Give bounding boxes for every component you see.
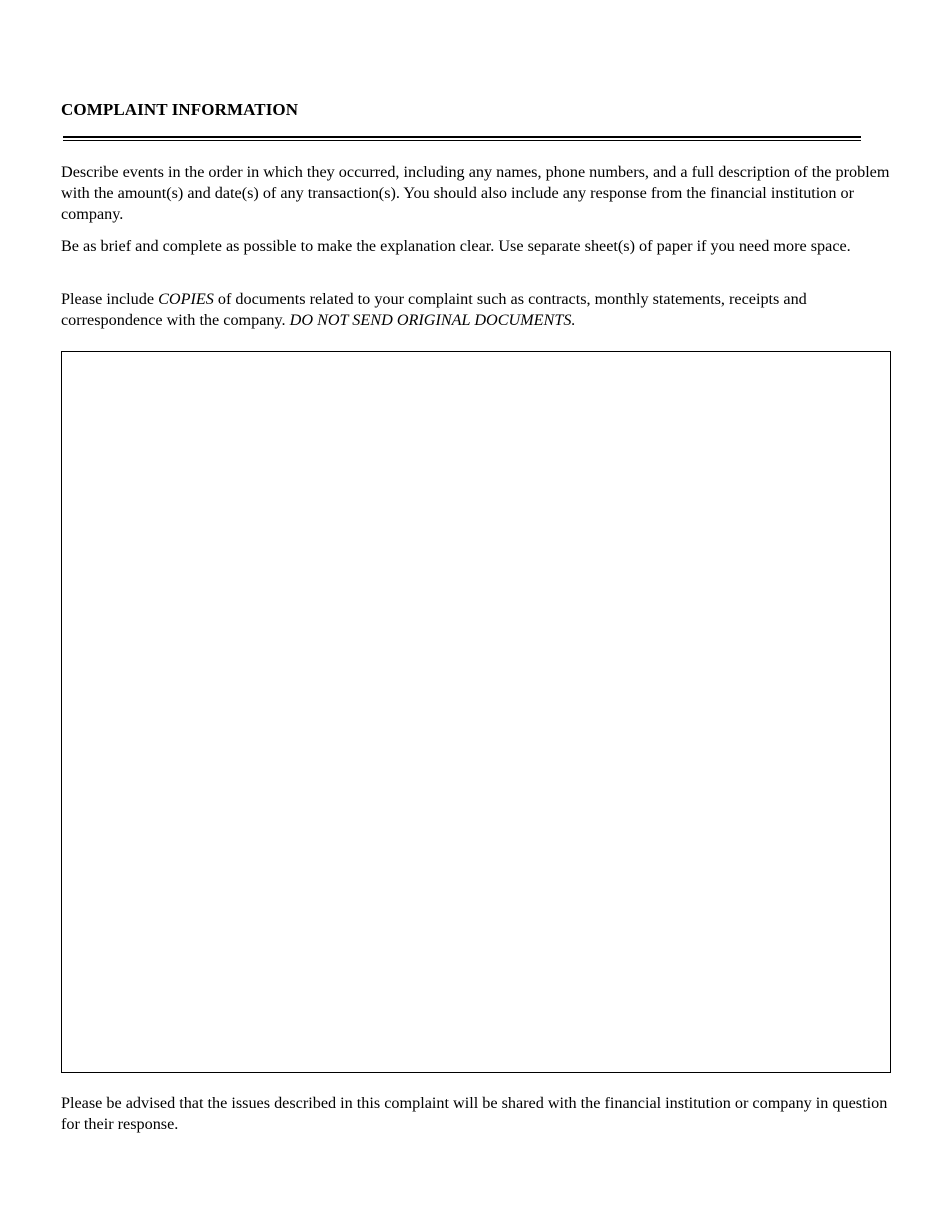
- complaint-form-page: [61, 0, 891, 1230]
- divider-thin-line: [63, 140, 861, 141]
- copies-emphasis: COPIES: [158, 290, 214, 308]
- divider-thick-line: [63, 136, 861, 138]
- section-title: COMPLAINT INFORMATION: [61, 100, 299, 119]
- original-documents-warning: DO NOT SEND ORIGINAL DOCUMENTS.: [289, 311, 576, 329]
- copies-text-start: Please include: [61, 290, 159, 308]
- sharing-notice: Please be advised that the issues described in this complaint will be shared with the financial institution or company in question for their response.: [61, 1094, 888, 1133]
- copies-text-middle: of documents related to your complaint such as contracts, monthly statements, receipts and correspondence with the company.: [61, 290, 807, 329]
- section-divider: [63, 136, 861, 141]
- instruction-paragraph-copies: [61, 289, 891, 331]
- instruction-paragraph-brevity: Be as brief and complete as possible to make the explanation clear. Use separate sheet(s) of paper if you need more space.: [61, 237, 851, 255]
- complaint-description-field[interactable]: [61, 351, 891, 1073]
- instruction-paragraph-events: Describe events in the order in which they occurred, including any names, phone numbers, and a full description of the problem with the amount(s) and date(s) of any transaction(s). You should also include any response from the financial institution or company.: [61, 163, 890, 223]
